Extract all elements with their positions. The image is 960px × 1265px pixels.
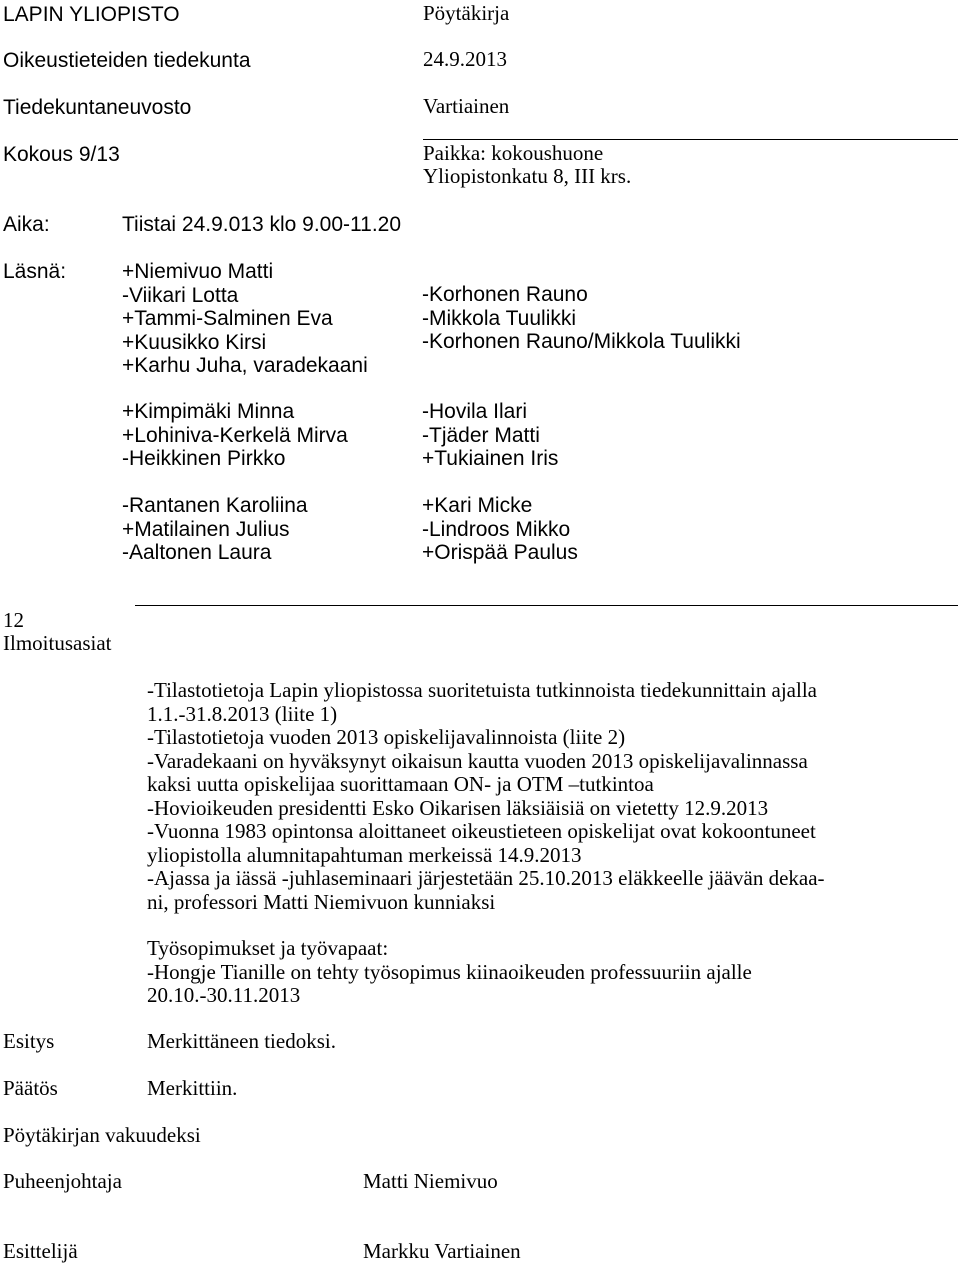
attendee: -Korhonen Rauno/Mikkola Tuulikki [422,330,741,353]
document-author: Vartiainen [423,94,510,118]
proposal-text: Merkittäneen tiedoksi. [147,1029,336,1053]
attendee: -Aaltonen Laura [122,541,272,564]
list-item: -Tilastotietoja Lapin yliopistossa suoritetuista tutkinnoista tiedekunnittain ajalla [147,678,817,702]
decision-text: Merkittiin. [147,1076,238,1100]
attendance-label: Läsnä: [3,260,67,283]
university-name: LAPIN YLIOPISTO [3,3,180,26]
meeting-number: Kokous 9/13 [3,143,120,166]
attendee: +Niemivuo Matti [122,260,274,283]
list-item: ni, professori Matti Niemivuon kunniaksi [147,889,496,914]
attendance-group1-right [422,283,741,354]
attendance-group2-right [422,400,558,471]
decision-label: Päätös [3,1076,58,1100]
list-item: -Hongje Tianille on tehty työsopimus kiinaoikeuden professuuriin ajalle [147,959,752,984]
attendance-group2-left [122,400,348,471]
list-item: yliopistolla alumnitapahtuman merkeissä 14.9.2013 [147,842,582,867]
attendee: -Tjäder Matti [422,423,540,447]
attendee: +Matilainen Julius [122,517,290,541]
attendee: -Korhonen Rauno [422,283,588,306]
attendee: +Lohiniva-Kerkelä Mirva [122,423,348,447]
document-date: 24.9.2013 [423,47,507,71]
list-item: kaksi uutta opiskelijaa suorittamaan ON- ja OTM –tutkintoa [147,772,654,796]
attendee: +Kuusikko Kirsi [122,330,267,354]
governing-body: Tiedekuntaneuvosto [3,96,192,119]
attendee: -Mikkola Tuulikki [422,306,577,330]
meeting-place-line1: Paikka: kokoushuone [423,141,604,165]
attendance-group1-left [122,260,368,378]
list-item: -Varadekaani on hyväksynyt oikaisun kautta vuoden 2013 opiskelijavalinnassa [147,748,808,773]
section-title: Ilmoitusasiat [3,631,112,655]
document-type: Pöytäkirja [423,1,510,25]
attendance-group3-right [422,494,578,565]
attendee: +Tukiainen Iris [422,447,559,470]
attendee: +Tammi-Salminen Eva [122,307,333,330]
signatures-heading: Pöytäkirjan vakuudeksi [3,1123,201,1147]
time-value: Tiistai 24.9.013 klo 9.00-11.20 [122,213,402,236]
attendance-group3-left [122,494,308,565]
attendee: +Orispää Paulus [422,541,578,564]
attendee: -Viikari Lotta [122,283,239,307]
attendee: +Kimpimäki Minna [122,400,295,423]
attendee: -Lindroos Mikko [422,517,571,541]
presenter-role: Esittelijä [3,1239,78,1263]
header-rule [423,139,958,140]
meeting-place-line2: Yliopistonkatu 8, III krs. [423,164,632,188]
contracts-heading: Työsopimukset ja työvapaat: [147,936,389,960]
attendee: +Kari Micke [422,494,533,517]
attendee: -Heikkinen Pirkko [122,447,286,470]
list-item: 20.10.-30.11.2013 [147,983,301,1007]
attendee: +Karhu Juha, varadekaani [122,354,368,377]
list-item: -Ajassa ja iässä -juhlaseminaari järjestetään 25.10.2013 eläkkeelle jäävän dekaa- [147,866,825,890]
attendee: -Hovila Ilari [422,400,528,423]
list-item: -Vuonna 1983 opintonsa aloittaneet oikeustieteen opiskelijat ovat kokoontuneet [147,819,816,843]
chair-name: Matti Niemivuo [363,1169,498,1193]
section-rule [135,605,958,606]
attendee: -Rantanen Karoliina [122,494,308,517]
chair-role: Puheenjohtaja [3,1169,122,1193]
list-item: 1.1.-31.8.2013 (liite 1) [147,701,338,726]
faculty-name: Oikeustieteiden tiedekunta [3,49,251,72]
time-label: Aika: [3,213,50,236]
list-item: -Hovioikeuden presidentti Esko Oikarisen läksiäisiä on vietetty 12.9.2013 [147,795,769,820]
announcements-list [147,679,825,914]
list-item: -Tilastotietoja vuoden 2013 opiskelijavalinnoista (liite 2) [147,725,626,749]
contracts-block [147,937,752,1008]
proposal-label: Esitys [3,1029,55,1053]
presenter-name: Markku Vartiainen [363,1239,521,1263]
section-number: 12 [3,608,24,632]
